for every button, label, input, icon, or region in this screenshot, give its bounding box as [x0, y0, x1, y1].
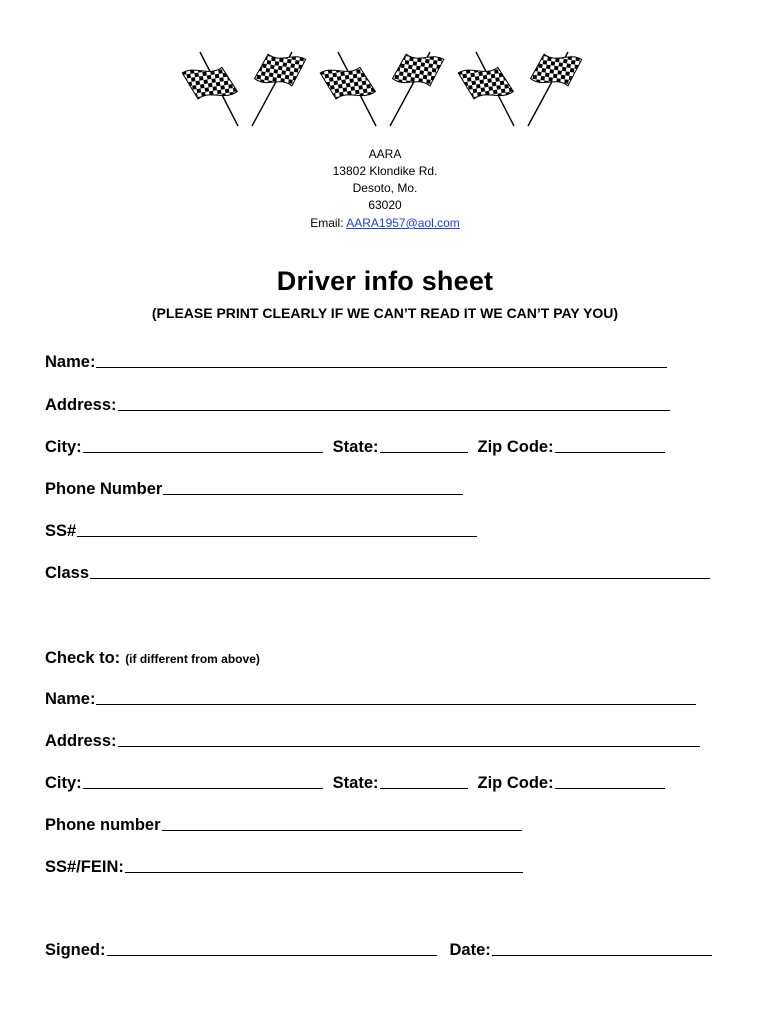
- check-zip-label: Zip Code:: [477, 774, 554, 792]
- check-name-row: [45, 685, 696, 709]
- driver-name-field[interactable]: [96, 367, 667, 368]
- ss-label: SS#: [45, 522, 77, 540]
- date-field[interactable]: [492, 955, 712, 956]
- driver-phone-field[interactable]: [163, 494, 463, 495]
- driver-ss-row: [45, 517, 477, 541]
- check-name-label: Name:: [45, 690, 96, 708]
- email-link[interactable]: AARA1957@aol.com: [346, 216, 460, 230]
- check-zip-field[interactable]: [555, 788, 665, 789]
- driver-phone-row: [45, 475, 463, 499]
- crossed-flag-pair-icon: [182, 51, 306, 126]
- driver-city-field[interactable]: [83, 452, 323, 453]
- driver-city-state-zip-row: [45, 433, 665, 457]
- check-address-row: [45, 727, 700, 751]
- driver-address-field[interactable]: [118, 410, 670, 411]
- page-title: Driver info sheet: [276, 266, 494, 296]
- check-phone-label: Phone number: [45, 816, 161, 834]
- org-name: AARA: [368, 147, 402, 161]
- check-state-label: State:: [332, 774, 379, 792]
- checkered-flags-logo-icon: [180, 46, 590, 130]
- address-label: Address:: [45, 396, 117, 414]
- city-state: Desoto, Mo.: [352, 181, 418, 195]
- check-address-field[interactable]: [118, 746, 700, 747]
- check-to-note: (if different from above): [125, 652, 260, 666]
- phone-label: Phone Number: [45, 480, 163, 498]
- check-phone-row: [45, 811, 522, 835]
- name-label: Name:: [45, 353, 96, 371]
- city-label: City:: [45, 438, 82, 456]
- page-subtitle: (PLEASE PRINT CLEARLY IF WE CAN’T READ IT WE CAN’T PAY YOU): [151, 305, 619, 321]
- email-line: [0, 215, 770, 232]
- driver-class-field[interactable]: [90, 578, 710, 579]
- zip-code: 63020: [368, 198, 402, 212]
- date-label: Date:: [449, 941, 491, 959]
- check-phone-field[interactable]: [162, 830, 522, 831]
- street-address: 13802 Klondike Rd.: [332, 164, 438, 178]
- class-label: Class: [45, 564, 90, 582]
- check-state-field[interactable]: [380, 788, 468, 789]
- check-city-state-zip-row: [45, 769, 665, 793]
- driver-zip-field[interactable]: [555, 452, 665, 453]
- check-ssfein-field[interactable]: [125, 872, 523, 873]
- state-label: State:: [332, 438, 379, 456]
- driver-ss-field[interactable]: [77, 536, 477, 537]
- ssfein-label: SS#/FEIN:: [45, 858, 124, 876]
- driver-class-row: [45, 559, 710, 583]
- check-to-heading-row: [45, 644, 260, 668]
- zip-label: Zip Code:: [477, 438, 554, 456]
- driver-name-row: [45, 348, 667, 372]
- check-city-field[interactable]: [83, 788, 323, 789]
- check-city-label: City:: [45, 774, 82, 792]
- check-name-field[interactable]: [96, 704, 696, 705]
- email-label: Email:: [310, 216, 347, 230]
- driver-state-field[interactable]: [380, 452, 468, 453]
- check-address-label: Address:: [45, 732, 117, 750]
- check-ssfein-row: [45, 853, 523, 877]
- signature-row: [45, 936, 712, 960]
- signed-label: Signed:: [45, 941, 106, 959]
- check-to-heading: Check to:: [45, 649, 121, 667]
- driver-address-row: [45, 391, 670, 415]
- signature-field[interactable]: [107, 955, 437, 956]
